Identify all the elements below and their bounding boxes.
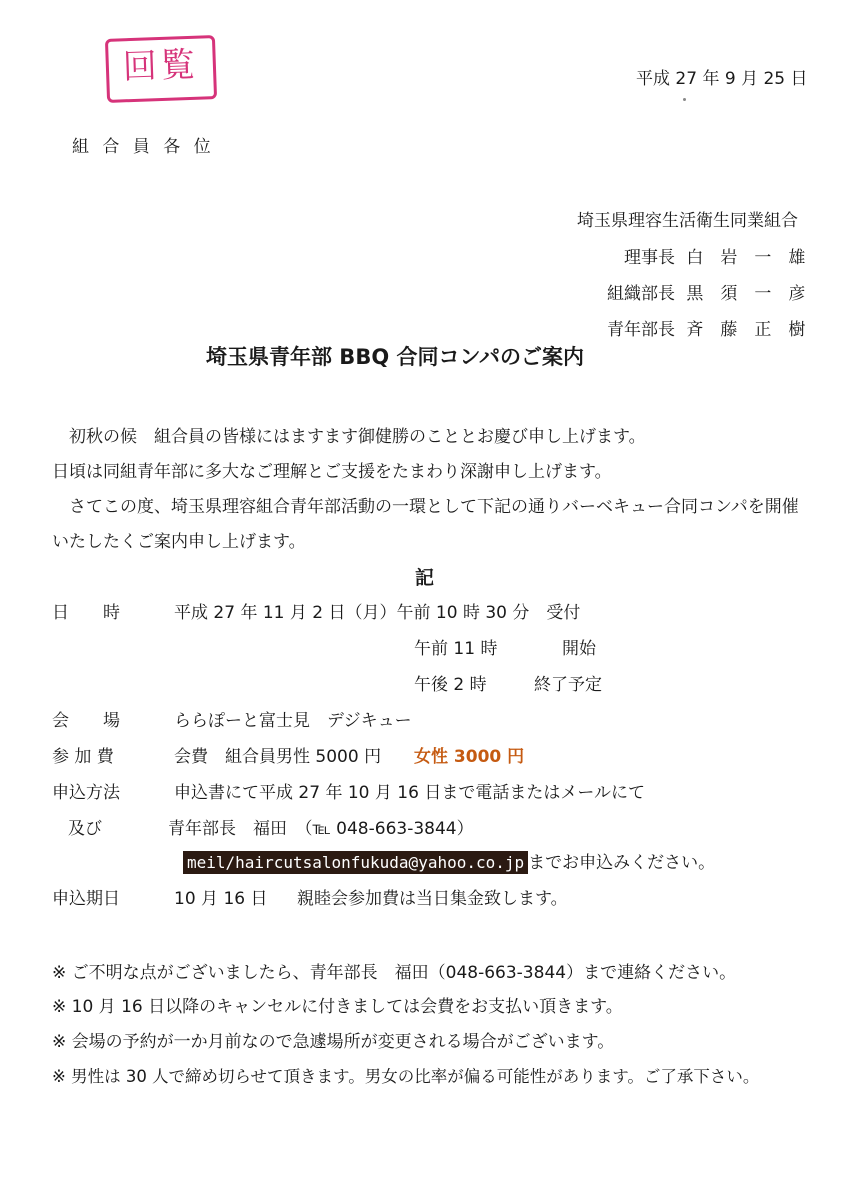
datetime-value: 平成 27 年 11 月 2 日（月）午前 10 時 30 分 受付 — [174, 603, 581, 623]
sender-org: 埼玉県理容生活衛生同業組合 — [577, 211, 798, 231]
end-time: 午後 2 時 — [414, 675, 487, 695]
document-date: 平成 27 年 9 月 25 日 — [636, 69, 808, 89]
note-item: ※ 10 月 16 日以降のキャンセルに付きましては会費をお支払い頂きます。 — [52, 997, 623, 1017]
deadline-note: 親睦会参加費は当日集金致します。 — [297, 889, 568, 909]
role-title: 組織部長 — [607, 284, 675, 304]
role-name: 黒 須 一 彦 — [686, 284, 806, 304]
ki-heading: 記 — [415, 567, 435, 589]
end-note: 終了予定 — [534, 675, 602, 695]
note-item: ※ 会場の予約が一か月前なので急遽場所が変更される場合がございます。 — [52, 1032, 615, 1052]
body-line: 初秋の候 組合員の皆様にはますます御健勝のこととお慶び申し上げます。 — [69, 427, 646, 447]
datetime-label: 日 時 — [52, 603, 120, 623]
email-address: meil/haircutsalonfukuda@yahoo.co.jp — [183, 851, 528, 874]
role-name: 白 岩 一 雄 — [686, 248, 806, 268]
apply-label: 申込方法 — [52, 783, 120, 803]
sender-role-chairman — [593, 243, 806, 268]
speck — [683, 98, 686, 101]
fee-label: 参 加 費 — [52, 747, 114, 767]
email-line — [183, 848, 715, 873]
start-time: 午前 11 時 — [414, 639, 498, 659]
venue-label: 会 場 — [52, 711, 120, 731]
circulation-stamp: 回覧 — [105, 35, 217, 103]
deadline-value: 10 月 16 日 — [174, 889, 268, 909]
start-note: 開始 — [562, 639, 596, 659]
sender-role-youth — [593, 315, 806, 340]
body-line: さてこの度、埼玉県理容組合青年部活動の一環として下記の通りバーベキュー合同コンパを開催 — [69, 497, 799, 517]
note-item: ※ 男性は 30 人で締め切らせて頂きます。男女の比率が偏る可能性があります。ご了承下さい。 — [52, 1067, 760, 1086]
apply-value: 申込書にて平成 27 年 10 月 16 日まで電話またはメールにて — [174, 783, 645, 803]
sender-role-organization — [593, 279, 806, 304]
role-title: 理事長 — [624, 248, 675, 268]
body-line: 日頃は同組青年部に多大なご理解とご支援をたまわり深謝申し上げます。 — [52, 462, 612, 482]
venue-value: ららぽーと富士見 デジキュー — [174, 711, 412, 731]
fee-women: 女性 3000 円 — [414, 747, 525, 767]
fee-value: 会費 組合員男性 5000 円 — [174, 747, 382, 767]
addressee: 組 合 員 各 位 — [72, 137, 215, 157]
contact-info: 青年部長 福田 （℡ 048-663-3844） — [168, 819, 474, 839]
and-label: 及び — [68, 819, 102, 839]
deadline-label: 申込期日 — [52, 889, 120, 909]
document-title: 埼玉県青年部 BBQ 合同コンパのご案内 — [206, 345, 585, 369]
body-line: いたしたくご案内申し上げます。 — [52, 532, 306, 552]
email-suffix: までお申込みください。 — [528, 853, 716, 873]
note-item: ※ ご不明な点がございましたら、青年部長 福田（048-663-3844）まで連絡ください。 — [52, 963, 737, 983]
role-title: 青年部長 — [607, 320, 675, 340]
role-name: 斉 藤 正 樹 — [686, 320, 806, 340]
